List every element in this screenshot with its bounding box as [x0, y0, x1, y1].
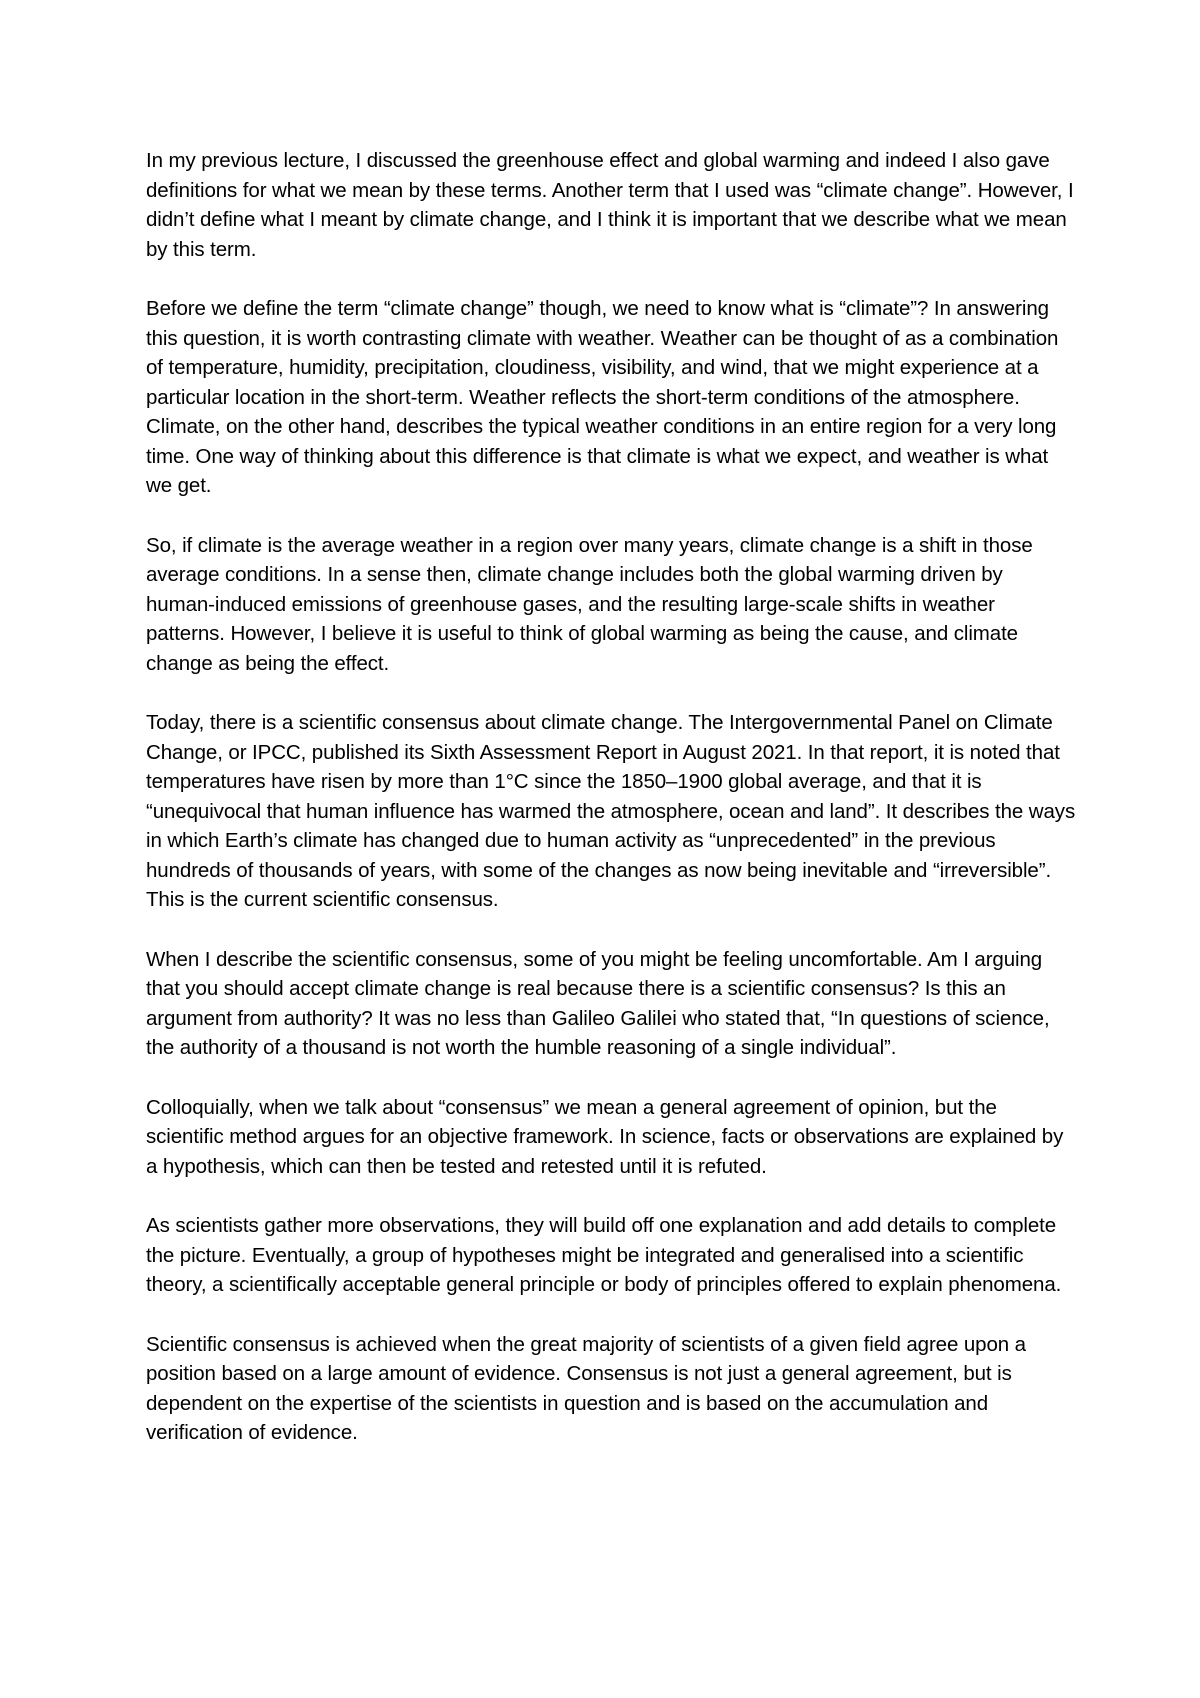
- paragraph-6: Colloquially, when we talk about “consensus” we mean a general agreement of opinion, but the scientific method argues for an objective framework. In science, facts or observations are explained by a hypothesis, which can then be tested and retested until it is refuted.: [146, 1095, 1064, 1178]
- paragraph-1: In my previous lecture, I discussed the greenhouse effect and global warming and indeed I also gave definitions for what we mean by these terms. Another term that I used was “climate change”. However, I didn’t define what I meant by climate change, and I think it is important that we describe what we mean by this term.: [146, 149, 1074, 261]
- paragraph-3: So, if climate is the average weather in a region over many years, climate change is a shift in those average conditions. In a sense then, climate change includes both the global warming driven by human-induced emissions of greenhouse gases, and the resulting large-scale shifts in weather patterns. However, I believe it is useful to think of global warming as being the cause, and climate change as being the effect.: [146, 533, 1033, 675]
- document-body: [146, 146, 1076, 1478]
- paragraph-4: Today, there is a scientific consensus about climate change. The Intergovernmental Panel on Climate Change, or IPCC, published its Sixth Assessment Report in August 2021. In that report, it is noted that temperatures have risen by more than 1°C since the 1850–1900 global average, and that it is “unequivocal that human influence has warmed the atmosphere, ocean and land”. It describes the ways in which Earth’s climate has changed due to human activity as “unprecedented” in the previous hundreds of thousands of years, with some of the changes as now being inevitable and “irreversible”. This is the current scientific consensus.: [146, 711, 1076, 911]
- paragraph-2: Before we define the term “climate change” though, we need to know what is “climate”? In answering this question, it is worth contrasting climate with weather. Weather can be thought of as a combination of temperature, humidity, precipitation, cloudiness, visibility, and wind, that we might experience at a particular location in the short-term. Weather reflects the short-term conditions of the atmosphere. Climate, on the other hand, describes the typical weather conditions in an entire region for a very long time. One way of thinking about this difference is that climate is what we expect, and weather is what we get.: [146, 297, 1059, 497]
- paragraph-5: When I describe the scientific consensus, some of you might be feeling uncomfortable. Am I arguing that you should accept climate change is real because there is a scientific consensus? Is this an argument from authority? It was no less than Galileo Galilei who stated that, “In questions of science, the authority of a thousand is not worth the humble reasoning of a single individual”.: [146, 947, 1050, 1059]
- paragraph-7: As scientists gather more observations, they will build off one explanation and add details to complete the picture. Eventually, a group of hypotheses might be integrated and generalised into a scientific theory, a scientifically acceptable general principle or body of principles offered to explain phenomena.: [146, 1214, 1062, 1296]
- paragraph-8: Scientific consensus is achieved when the great majority of scientists of a given field agree upon a position based on a large amount of evidence. Consensus is not just a general agreement, but is dependent on the expertise of the scientists in question and is based on the accumulation and verification of evidence.: [146, 1332, 1026, 1444]
